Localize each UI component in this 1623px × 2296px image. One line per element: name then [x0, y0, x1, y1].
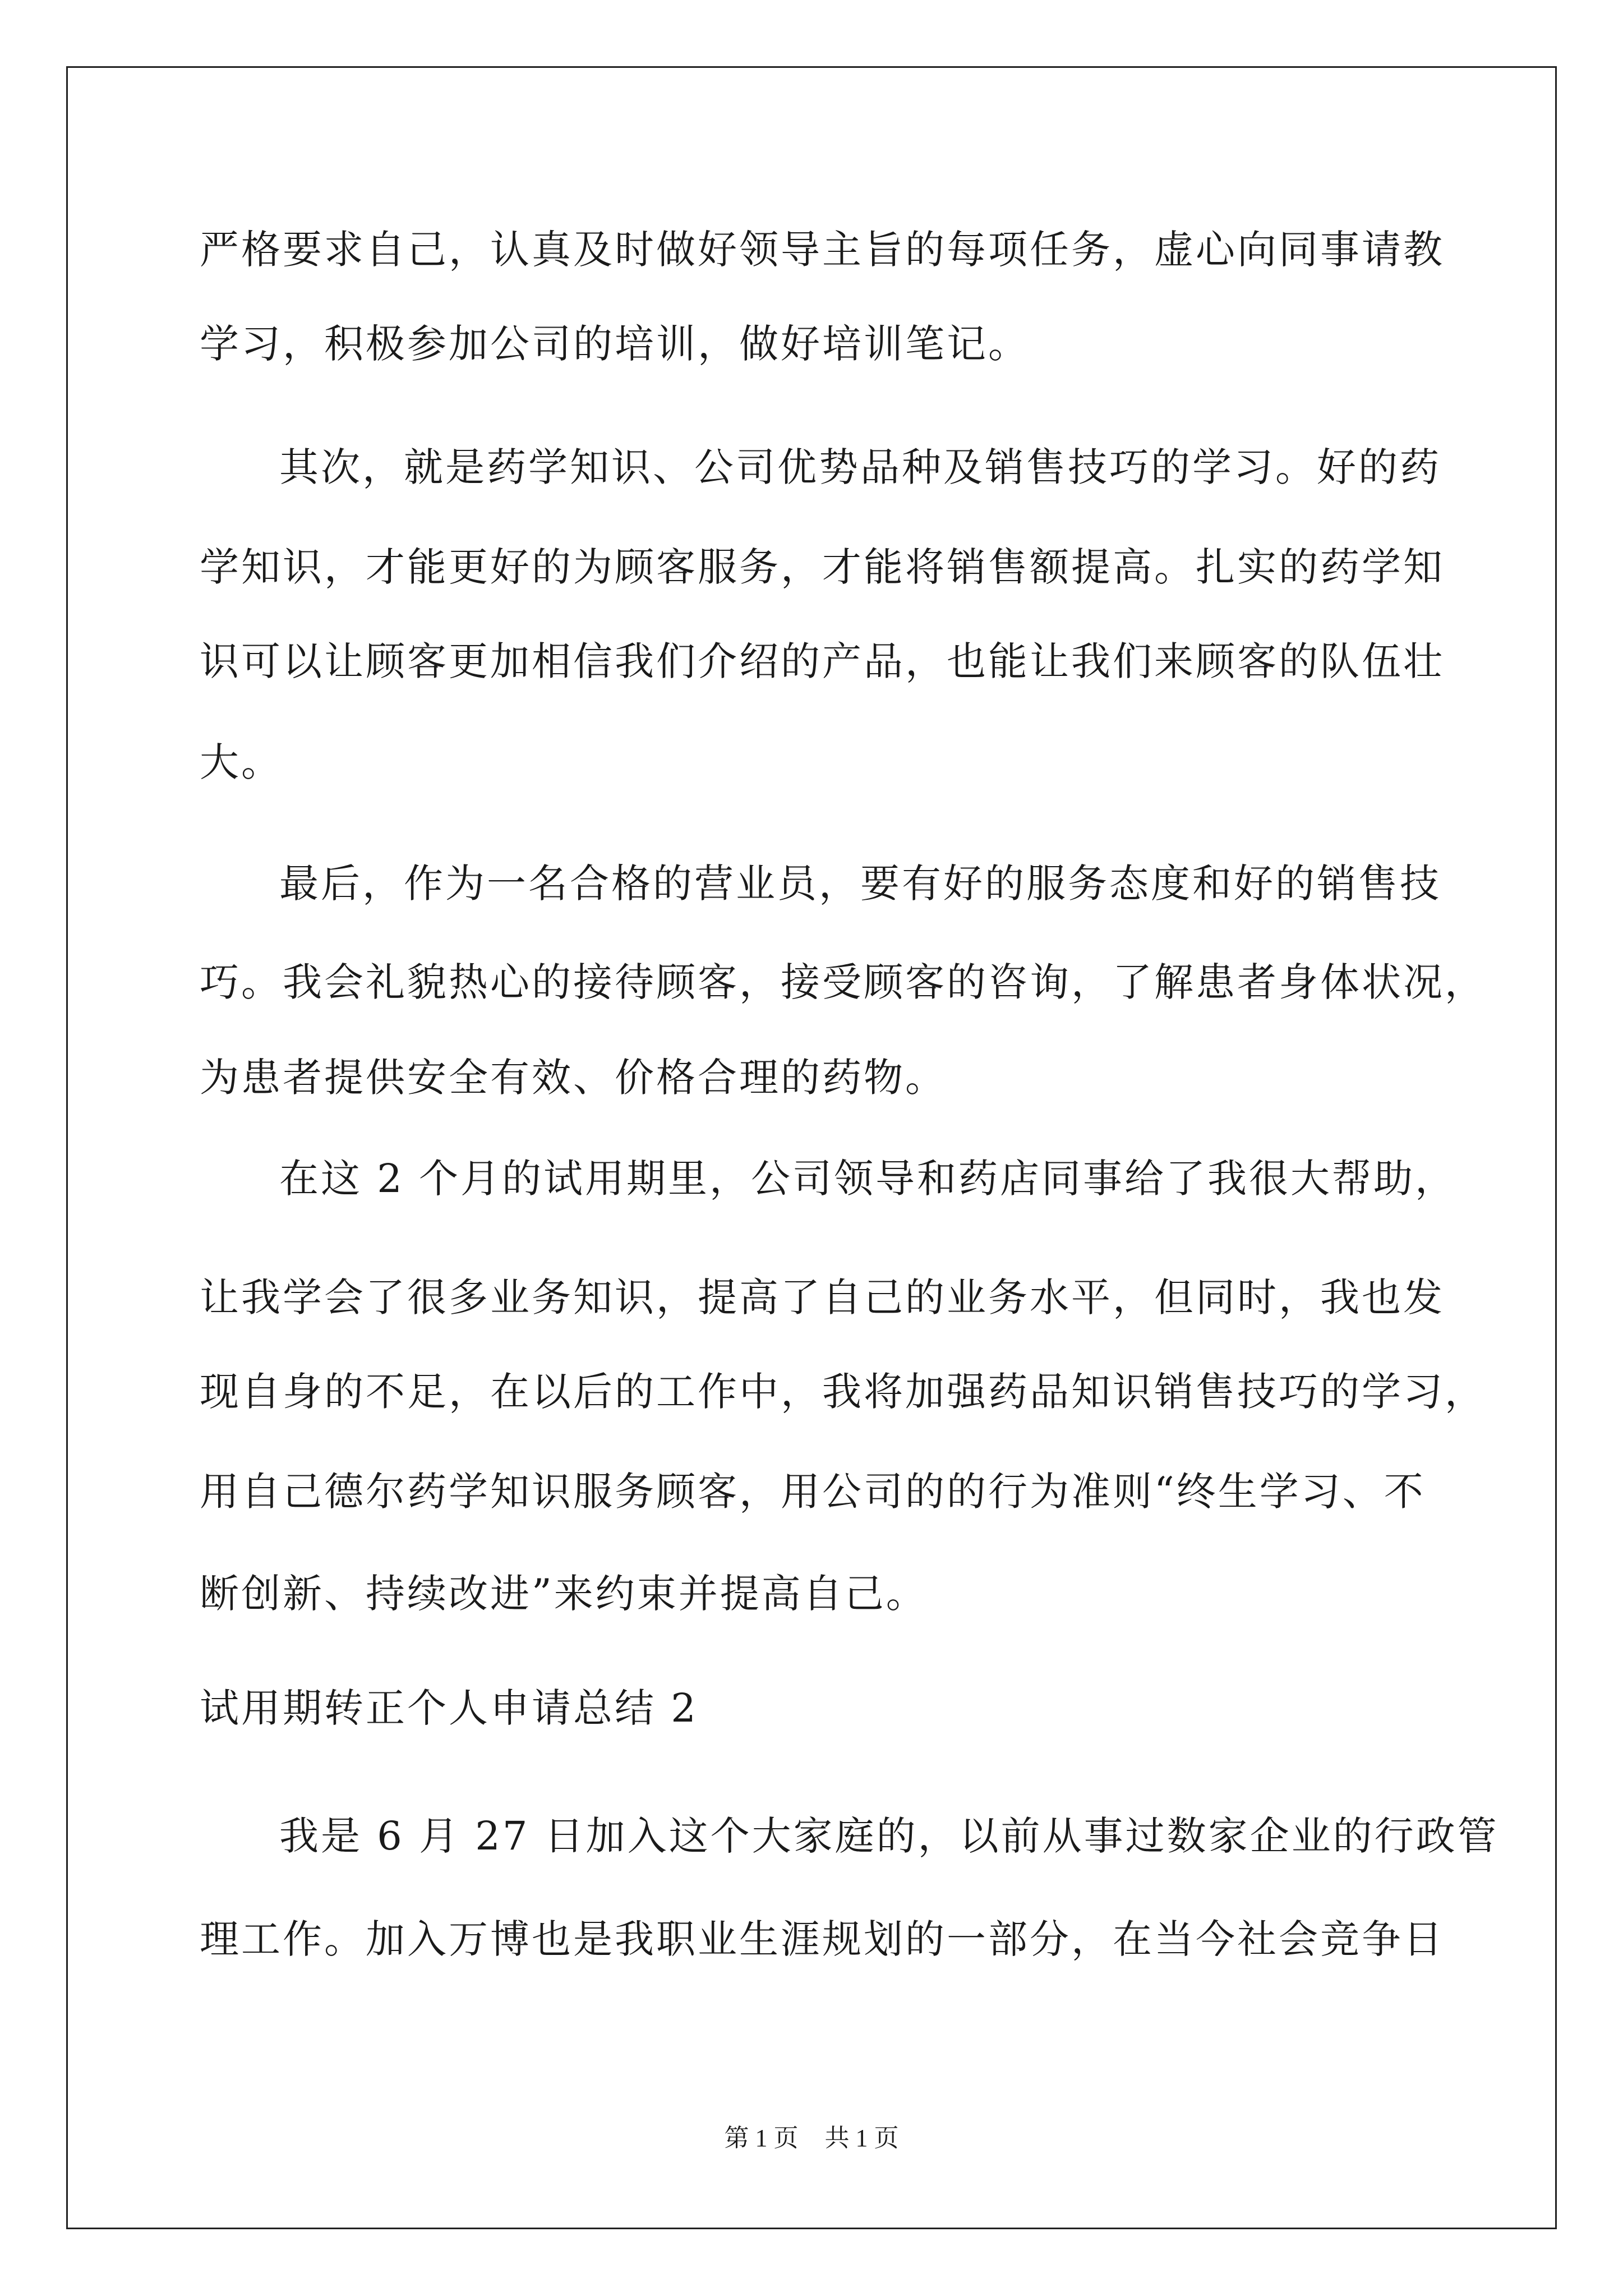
- body-line: 为患者提供安全有效、价格合理的药物。: [200, 1055, 947, 1101]
- body-line: 严格要求自己，认真及时做好领导主旨的每项任务，虚心向同事请教: [200, 227, 1445, 273]
- body-line: 巧。我会礼貌热心的接待顾客，接受顾客的咨询，了解患者身体状况，: [200, 959, 1486, 1005]
- paragraph-start: 最后，作为一名合格的营业员，要有好的服务态度和好的销售技: [279, 861, 1441, 907]
- body-line: 理工作。加入万博也是我职业生涯规划的一部分，在当今社会竞争日: [200, 1916, 1445, 1962]
- body-line: 用自己德尔药学知识服务顾客，用公司的的行为准则“终生学习、不: [200, 1469, 1426, 1515]
- body-line: 大。: [200, 739, 283, 785]
- section-heading: 试用期转正个人申请总结 2: [200, 1685, 698, 1731]
- page-border: [66, 66, 1557, 2229]
- paragraph-start: 其次，就是药学知识、公司优势品种及销售技巧的学习。好的药: [279, 444, 1441, 490]
- body-line: 识可以让顾客更加相信我们介绍的产品，也能让我们来顾客的队伍壮: [200, 638, 1445, 684]
- page-footer: [0, 2123, 1623, 2154]
- body-line: 让我学会了很多业务知识，提高了自己的业务水平，但同时，我也发: [200, 1274, 1445, 1320]
- paragraph-start: 我是 6 月 27 日加入这个大家庭的，以前从事过数家企业的行政管: [279, 1813, 1499, 1859]
- page-number: 第 1 页: [724, 2124, 799, 2152]
- body-line: 学习，积极参加公司的培训，做好培训笔记。: [200, 321, 1030, 367]
- paragraph-start: 在这 2 个月的试用期里，公司领导和药店同事给了我很大帮助，: [279, 1156, 1457, 1202]
- body-line: 现自身的不足，在以后的工作中，我将加强药品知识销售技巧的学习，: [200, 1369, 1486, 1415]
- page-total: 共 1 页: [824, 2124, 899, 2152]
- body-line: 学知识，才能更好的为顾客服务，才能将销售额提高。扎实的药学知: [200, 544, 1445, 590]
- body-line: 断创新、持续改进”来约束并提高自己。: [200, 1571, 928, 1617]
